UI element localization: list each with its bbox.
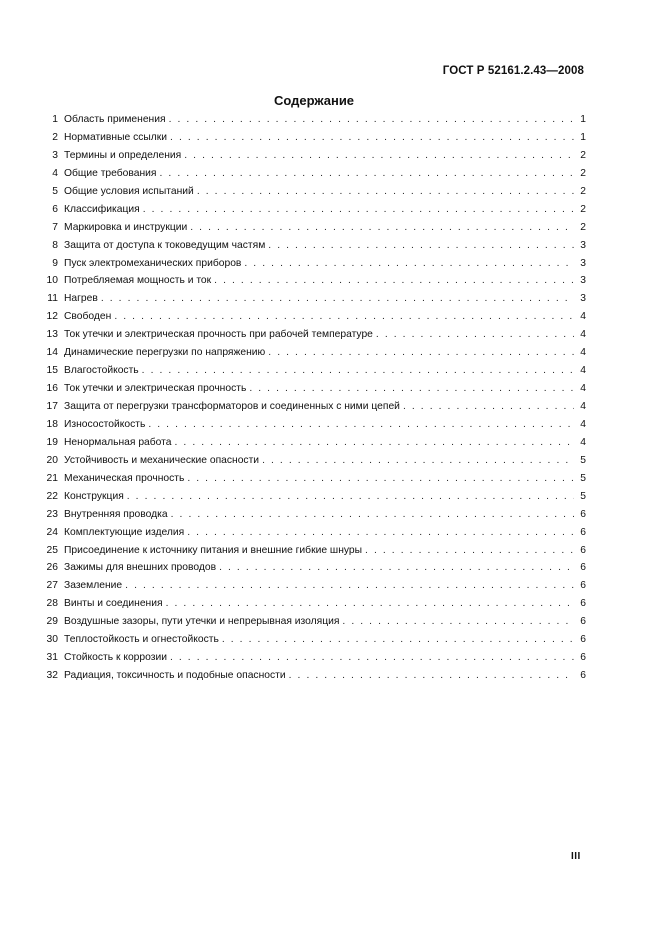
toc-entry-number: 21 xyxy=(46,472,58,484)
toc-entry-label: Ток утечки и электрическая прочность при рабочей температуре xyxy=(64,329,373,341)
toc-entry-label: Защита от перегрузки трансформаторов и соединенных с ними цепей xyxy=(64,401,400,412)
toc-entry[interactable] xyxy=(40,434,586,452)
toc-entry-label: Классификация xyxy=(64,203,140,215)
toc-entry-page: 6 xyxy=(580,580,586,592)
toc-entry[interactable] xyxy=(40,111,586,129)
toc-entry[interactable] xyxy=(40,649,586,667)
toc-entry-number: 1 xyxy=(52,114,58,125)
toc-entry-number: 27 xyxy=(46,580,58,592)
toc-entry-page: 6 xyxy=(580,670,586,682)
toc-entry-number: 29 xyxy=(46,616,58,628)
toc-entry-dot-leader xyxy=(148,416,574,434)
toc-entry-number: 32 xyxy=(46,670,58,682)
toc-entry-page: 4 xyxy=(580,365,586,377)
toc-entry[interactable] xyxy=(40,147,586,165)
toc-entry-dot-leader xyxy=(190,219,574,237)
toc-entry-number: 4 xyxy=(52,167,58,179)
toc-entry-page: 6 xyxy=(580,634,586,646)
toc-entry[interactable] xyxy=(40,308,586,326)
toc-entry-page: 5 xyxy=(580,472,586,484)
toc-entry-dot-leader xyxy=(143,201,574,219)
toc-entry-page: 2 xyxy=(580,167,586,179)
toc-entry-number: 25 xyxy=(46,544,58,556)
toc-entry-page: 4 xyxy=(580,436,586,448)
toc-entry-page: 1 xyxy=(580,131,586,143)
toc-entry-dot-leader xyxy=(160,165,575,183)
toc-entry-dot-leader xyxy=(171,506,574,524)
toc-entry[interactable] xyxy=(40,524,586,542)
toc-entry-label: Общие условия испытаний xyxy=(64,185,194,197)
toc-entry[interactable] xyxy=(40,559,586,577)
toc-entry-page: 4 xyxy=(580,347,586,359)
toc-entry-page: 2 xyxy=(580,149,586,161)
toc-entry-label: Нормативные ссылки xyxy=(64,131,168,143)
toc-entry-label: Винты и соединения xyxy=(64,598,163,610)
toc-entry-dot-leader xyxy=(244,255,574,273)
toc-entry-number: 6 xyxy=(52,203,58,215)
toc-entry-label: Динамические перегрузки по напряжению xyxy=(64,347,266,359)
toc-entry[interactable] xyxy=(40,165,586,183)
toc-entry-number: 19 xyxy=(46,436,58,448)
toc-entry-dot-leader xyxy=(262,452,574,470)
toc-entry[interactable] xyxy=(40,183,586,201)
toc-entry-number: 9 xyxy=(52,257,58,269)
toc-entry-label: Механическая прочность xyxy=(64,472,185,484)
toc-entry[interactable] xyxy=(40,326,586,344)
toc-entry-page: 4 xyxy=(580,401,586,412)
toc-entry-page: 6 xyxy=(580,598,586,610)
toc-entry[interactable] xyxy=(40,488,586,506)
toc-entry-number: 2 xyxy=(52,131,58,143)
table-of-contents xyxy=(40,111,586,685)
toc-entry-label: Термины и определения xyxy=(64,149,182,161)
toc-entry-dot-leader xyxy=(376,326,574,344)
toc-entry-page: 3 xyxy=(580,257,586,269)
toc-entry-label: Ток утечки и электрическая прочность xyxy=(64,383,247,395)
toc-entry-label: Свободен xyxy=(64,311,112,323)
toc-entry-label: Ненормальная работа xyxy=(64,436,172,448)
toc-entry[interactable] xyxy=(40,344,586,362)
toc-entry-label: Износостойкость xyxy=(64,418,146,430)
toc-entry-number: 11 xyxy=(47,293,58,305)
toc-entry[interactable] xyxy=(40,470,586,488)
toc-entry-dot-leader xyxy=(342,613,574,631)
toc-entry-label: Зажимы для внешних проводов xyxy=(64,562,217,574)
toc-entry-label: Присоединение к источнику питания и внешние гибкие шнуры xyxy=(64,544,363,556)
toc-entry-page: 3 xyxy=(580,275,586,287)
document-id: ГОСТ Р 52161.2.43—2008 xyxy=(442,65,584,77)
toc-entry-page: 3 xyxy=(580,293,586,305)
toc-entry-label: Устойчивость и механические опасности xyxy=(64,454,260,466)
toc-entry-label: Внутренняя проводка xyxy=(64,508,168,520)
toc-entry-page: 5 xyxy=(580,454,586,466)
toc-entry[interactable] xyxy=(40,613,586,631)
toc-entry[interactable] xyxy=(40,362,586,380)
toc-entry-page: 2 xyxy=(580,203,586,215)
toc-entry-dot-leader xyxy=(365,542,574,560)
toc-entry-page: 6 xyxy=(580,616,586,628)
toc-entry-page: 4 xyxy=(580,418,586,430)
toc-entry-dot-leader xyxy=(142,362,574,380)
toc-title: Содержание xyxy=(273,93,355,108)
toc-entry-page: 1 xyxy=(580,114,586,125)
toc-entry-number: 17 xyxy=(46,401,58,412)
toc-entry-dot-leader xyxy=(214,272,574,290)
toc-entry-dot-leader xyxy=(170,649,574,667)
toc-entry-dot-leader xyxy=(187,524,574,542)
toc-entry-number: 30 xyxy=(46,634,58,646)
toc-entry-number: 8 xyxy=(52,239,58,251)
toc-entry-label: Заземление xyxy=(64,580,123,592)
toc-entry[interactable] xyxy=(40,201,586,219)
toc-entry-number: 12 xyxy=(46,311,58,323)
toc-entry-number: 26 xyxy=(46,562,58,574)
toc-entry-label: Пуск электромеханических приборов xyxy=(64,257,242,269)
toc-entry[interactable] xyxy=(40,416,586,434)
toc-entry[interactable] xyxy=(40,380,586,398)
toc-entry[interactable] xyxy=(40,631,586,649)
toc-entry-dot-leader xyxy=(289,667,574,685)
toc-entry-label: Нагрев xyxy=(64,293,98,305)
toc-entry-label: Влагостойкость xyxy=(64,365,139,377)
toc-entry-dot-leader xyxy=(249,380,574,398)
toc-entry-number: 23 xyxy=(46,508,58,520)
toc-entry[interactable] xyxy=(40,219,586,237)
toc-entry-label: Маркировка и инструкции xyxy=(64,221,188,233)
toc-entry-page: 6 xyxy=(580,544,586,556)
toc-entry-page: 2 xyxy=(580,185,586,197)
toc-entry-label: Область применения xyxy=(64,114,166,125)
toc-entry-number: 16 xyxy=(46,383,58,395)
toc-entry-dot-leader xyxy=(101,290,574,308)
toc-entry-number: 22 xyxy=(46,490,58,502)
toc-entry-number: 31 xyxy=(46,652,58,664)
toc-entry-page: 4 xyxy=(580,383,586,395)
toc-entry-number: 28 xyxy=(46,598,58,610)
toc-entry-page: 4 xyxy=(580,329,586,341)
toc-entry-number: 24 xyxy=(46,526,58,538)
toc-entry-dot-leader xyxy=(127,488,574,506)
toc-entry-page: 2 xyxy=(580,221,586,233)
toc-entry-number: 7 xyxy=(52,221,58,233)
toc-entry-number: 15 xyxy=(46,365,58,377)
toc-entry-dot-leader xyxy=(197,183,574,201)
toc-entry[interactable] xyxy=(40,237,586,255)
toc-entry-label: Радиация, токсичность и подобные опасности xyxy=(64,670,286,682)
toc-entry-label: Воздушные зазоры, пути утечки и непрерывная изоляция xyxy=(64,616,340,628)
toc-entry-label: Защита от доступа к токоведущим частям xyxy=(64,239,266,251)
toc-entry-dot-leader xyxy=(114,308,574,326)
toc-entry-label: Общие требования xyxy=(64,167,157,179)
toc-entry-page: 6 xyxy=(580,508,586,520)
toc-entry-dot-leader xyxy=(169,111,574,129)
toc-entry[interactable] xyxy=(40,667,586,685)
toc-entry-page: 6 xyxy=(580,562,586,574)
toc-entry[interactable] xyxy=(40,577,586,595)
toc-entry-number: 20 xyxy=(46,454,58,466)
toc-entry-number: 10 xyxy=(46,275,58,287)
toc-entry[interactable] xyxy=(40,452,586,470)
toc-entry-dot-leader xyxy=(268,237,574,255)
toc-entry-number: 13 xyxy=(46,329,58,341)
toc-entry-dot-leader xyxy=(125,577,574,595)
toc-entry[interactable] xyxy=(40,272,586,290)
toc-entry-number: 18 xyxy=(46,418,58,430)
toc-entry-dot-leader xyxy=(170,129,574,147)
toc-entry-label: Конструкция xyxy=(64,490,124,502)
toc-entry-page: 6 xyxy=(580,526,586,538)
toc-entry-dot-leader xyxy=(268,344,574,362)
toc-entry-dot-leader xyxy=(219,559,574,577)
toc-entry[interactable] xyxy=(40,129,586,147)
toc-entry-page: 5 xyxy=(580,490,586,502)
toc-entry[interactable] xyxy=(40,542,586,560)
toc-entry-number: 14 xyxy=(46,347,58,359)
toc-entry-dot-leader xyxy=(403,398,574,416)
toc-entry[interactable] xyxy=(40,255,586,273)
page-number: III xyxy=(571,851,581,862)
toc-entry-label: Теплостойкость и огнестойкость xyxy=(64,634,219,646)
toc-entry-page: 4 xyxy=(580,311,586,323)
toc-entry-dot-leader xyxy=(166,595,574,613)
toc-entry-label: Потребляемая мощность и ток xyxy=(64,275,212,287)
toc-entry-label: Комплектующие изделия xyxy=(64,526,185,538)
toc-entry-page: 3 xyxy=(580,239,586,251)
toc-entry-dot-leader xyxy=(222,631,574,649)
toc-entry-number: 3 xyxy=(52,149,58,161)
toc-entry-page: 6 xyxy=(580,652,586,664)
toc-entry-number: 5 xyxy=(52,185,58,197)
toc-entry[interactable] xyxy=(40,290,586,308)
toc-entry-label: Стойкость к коррозии xyxy=(64,652,167,664)
toc-entry-dot-leader xyxy=(175,434,574,452)
toc-entry[interactable] xyxy=(40,398,586,416)
toc-entry[interactable] xyxy=(40,595,586,613)
toc-entry[interactable] xyxy=(40,506,586,524)
toc-entry-dot-leader xyxy=(184,147,574,165)
toc-entry-dot-leader xyxy=(187,470,574,488)
